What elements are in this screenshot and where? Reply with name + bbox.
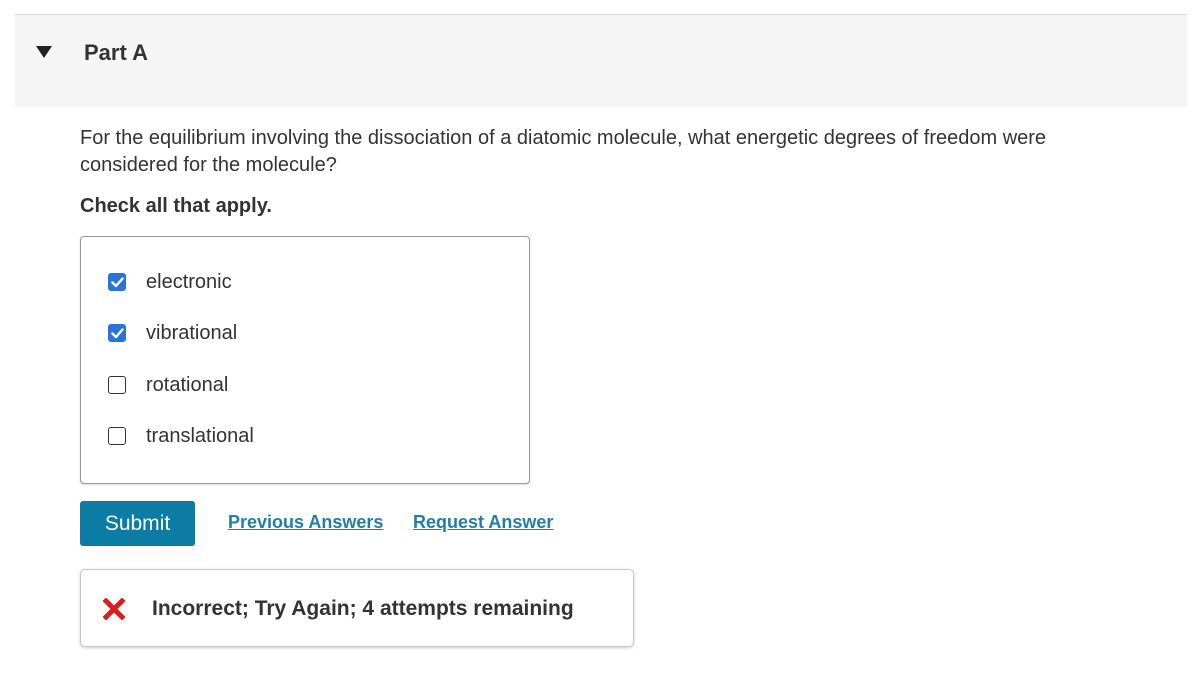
submit-button[interactable]: Submit (80, 501, 195, 546)
option-vibrational[interactable] (108, 320, 237, 346)
question-instruction: Check all that apply. (80, 195, 272, 217)
checkbox-icon[interactable] (108, 273, 126, 291)
x-icon (103, 598, 125, 620)
option-electronic[interactable] (108, 269, 232, 295)
option-label: electronic (146, 270, 232, 293)
feedback-box (80, 569, 634, 647)
feedback-text: Incorrect; Try Again; 4 attempts remaining (152, 597, 574, 620)
option-rotational[interactable] (108, 372, 228, 398)
option-label: vibrational (146, 321, 238, 344)
part-title: Part A (84, 40, 148, 65)
question-text: For the equilibrium involving the dissociation of a diatomic molecule, what energetic degrees of freedom were considered for the molecule? (80, 127, 1047, 176)
option-label: rotational (146, 373, 229, 396)
options-group (80, 236, 530, 484)
checkbox-icon[interactable] (108, 324, 126, 342)
option-label: translational (146, 424, 254, 447)
collapse-toggle-icon[interactable] (36, 46, 52, 58)
checkbox-icon[interactable] (108, 427, 126, 445)
option-translational[interactable] (108, 423, 254, 449)
part-header (15, 15, 1187, 107)
request-answer-link[interactable]: Request Answer (413, 512, 554, 532)
checkbox-icon[interactable] (108, 376, 126, 394)
previous-answers-link[interactable]: Previous Answers (228, 512, 384, 532)
